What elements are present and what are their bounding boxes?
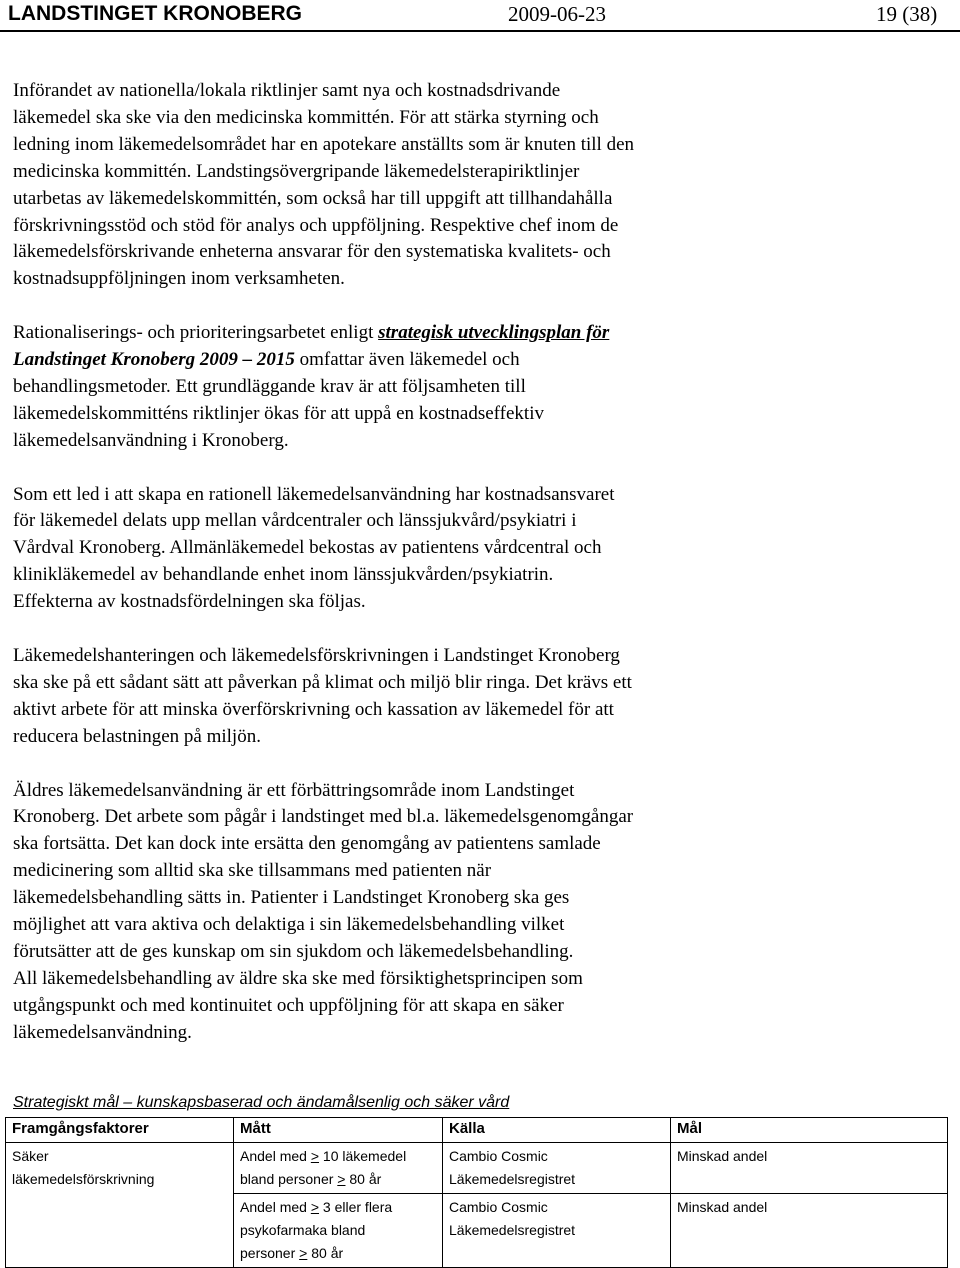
- paragraph-2-intro: Rationaliserings- och prioriteringsarbetet enligt: [13, 322, 379, 344]
- table-row: [6, 1143, 948, 1194]
- column-header-factors: Framgångsfaktorer: [6, 1118, 234, 1143]
- document-date: 2009-06-23: [508, 2, 606, 26]
- measure-text: Andel med: [240, 1199, 311, 1215]
- source-cell: Cambio Cosmic Läkemedelsregistret: [443, 1194, 671, 1268]
- table-caption: Strategiskt mål – kunskapsbaserad och ändamålsenlig och säker vård: [13, 1094, 510, 1111]
- paragraph-5: Äldres läkemedelsanvändning är ett förbättringsområde inom Landstinget Kronoberg. Det arbete som pågår i landstinget med bl.a. läkemedelsgenomgångar ska fortsätta. Det kan dock inte ersätta den genomgång av patientens samlade medicinering som alltid ska ske tillsammans med patienten när läkemedelsbehandling sätts in. Patienter i Landstinget Kronoberg ska ges möjlighet att vara aktiva och delaktiga i sin läkemedelsbehandling vilket förutsätter att de ges kunskap om sin sjukdom och läkemedelsbehandling. All läkemedelsbehandling av äldre ska ske med försiktighetsprincipen som utgångspunkt och med kontinuitet och uppföljning för att skapa en säker läkemedelsanvändning.: [13, 779, 634, 1043]
- paragraph-2: [13, 320, 953, 455]
- measure-text: 80 år: [307, 1245, 344, 1261]
- column-header-goal: Mål: [671, 1118, 948, 1143]
- measure-text: 10 läkemedel bland personer: [240, 1148, 407, 1187]
- paragraph-3: Som ett led i att skapa en rationell läkemedelsanvändning har kostnadsansvaret för läkemedel delats upp mellan vårdcentraler och länssjukvård/psykiatri i Vårdval Kronoberg. Allmänläkemedel bekostas av patientens vårdcentral och klinikläkemedel av behandlande enhet inom länssjukvården/psykiatrin. Effekterna av kostnadsfördelningen ska följas.: [13, 483, 615, 613]
- measure-cell: [234, 1194, 443, 1268]
- paragraph-2-rest: omfattar även läkemedel och behandlingsmetoder. Ett grundläggande krav är att följsamheten till läkemedelskommitténs riktlinjer ökas för att uppå en kostnadseffektiv läkemedelsanvändning i Kronoberg.: [13, 349, 544, 451]
- greater-equal-sign: >: [299, 1245, 308, 1261]
- source-cell: Cambio Cosmic Läkemedelsregistret: [443, 1143, 671, 1194]
- paragraph-4: Läkemedelshanteringen och läkemedelsförskrivningen i Landstinget Kronoberg ska ske på ett sådant sätt att påverkan på klimat och miljö blir ringa. Det krävs ett aktivt arbete för att minska överförskrivning och kassation av läkemedel för att reducera belastningen på miljön.: [13, 644, 632, 747]
- measure-cell: [234, 1143, 443, 1194]
- goal-cell: Minskad andel: [671, 1194, 948, 1268]
- measure-text: 80 år: [345, 1171, 382, 1187]
- table-header-row: [6, 1118, 948, 1143]
- greater-equal-sign: >: [310, 1148, 320, 1164]
- greater-equal-sign: >: [337, 1171, 346, 1187]
- document-body: [13, 78, 953, 1073]
- plan-reference-title: Landstinget Kronoberg 2009 – 2015: [13, 349, 295, 371]
- column-header-measure: Mått: [234, 1118, 443, 1143]
- page-number: 19 (38): [876, 2, 938, 26]
- greater-equal-sign: >: [310, 1199, 320, 1215]
- column-header-source: Källa: [443, 1118, 671, 1143]
- goals-table: [5, 1117, 948, 1268]
- measure-text: Andel med: [240, 1148, 311, 1164]
- measure-text: 3 eller flera psykofarmaka bland personer: [240, 1199, 393, 1261]
- organization-name: LANDSTINGET KRONOBERG: [8, 2, 302, 25]
- header-divider: [0, 30, 960, 32]
- success-factor-cell: Säker läkemedelsförskrivning: [6, 1143, 234, 1268]
- goal-cell: Minskad andel: [671, 1143, 948, 1194]
- plan-reference: strategisk utvecklingsplan för: [378, 322, 610, 344]
- page-header: [0, 0, 960, 28]
- paragraph-1: Införandet av nationella/lokala riktlinjer samt nya och kostnadsdrivande läkemedel ska ske via den medicinska kommittén. För att stärka styrning och ledning inom läkemedelsområdet har en apotekare anställts som är knuten till den medicinska kommittén. Landstingsövergripande läkemedelsterapiriktlinjer utarbetas av läkemedelskommittén, som också har till uppgift att tillhandahålla förskrivningsstöd och stöd för analys och uppföljning. Respektive chef inom de läkemedelsförskrivande enheterna ansvarar för den systematiska kvalitets- och kostnadsuppföljningen inom verksamheten.: [13, 80, 635, 290]
